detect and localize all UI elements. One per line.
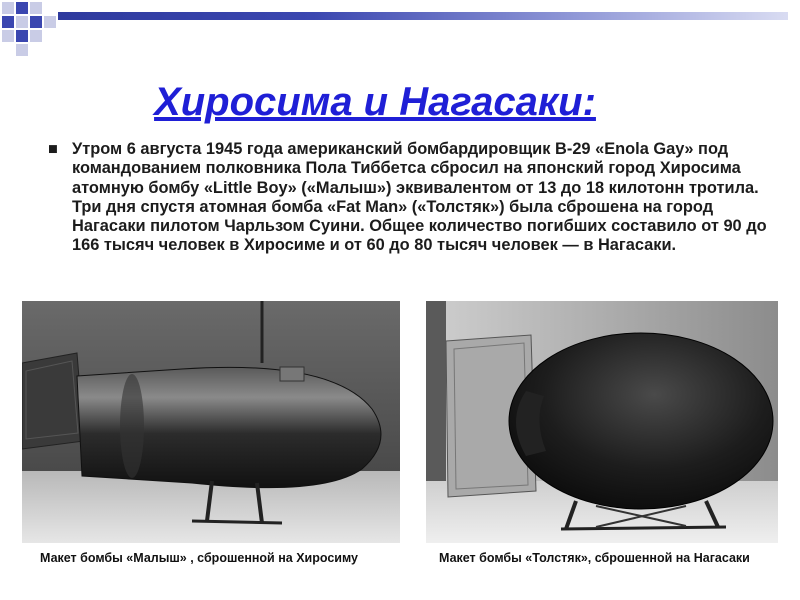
slide-body [34, 140, 769, 256]
little-boy-illustration [22, 301, 400, 543]
photo-fat-man [426, 301, 778, 543]
template-header-bar [58, 12, 788, 20]
caption-little-boy: Макет бомбы «Малыш» , сброшенной на Хиросиму [40, 551, 358, 565]
bullet-marker: ■ [48, 140, 58, 158]
slide-title: Хиросима и Нагасаки: [154, 80, 596, 124]
fat-man-illustration [426, 301, 778, 543]
bullet-text: Утром 6 августа 1945 года американский бомбардировщик B-29 «Enola Gay» под командованием полковника Пола Тиббетса сбросил на японский город Хиросима атомную бомбу «Little Boy» («Малыш») эквивалентом от 13 до 18 килотонн тротила. Три дня спустя атомная бомба «Fat Man» («Толстяк») была сброшена на город Нагасаки пилотом Чарльзом Суини. Общее количество погибших составило от 90 до 166 тысяч человек в Хиросиме и от 60 до 80 тысяч человек — в Нагасаки. [72, 140, 767, 255]
caption-fat-man: Макет бомбы «Толстяк», сброшенной на Нагасаки [439, 551, 750, 565]
photo-little-boy [22, 301, 400, 543]
bullet-paragraph [34, 140, 769, 256]
